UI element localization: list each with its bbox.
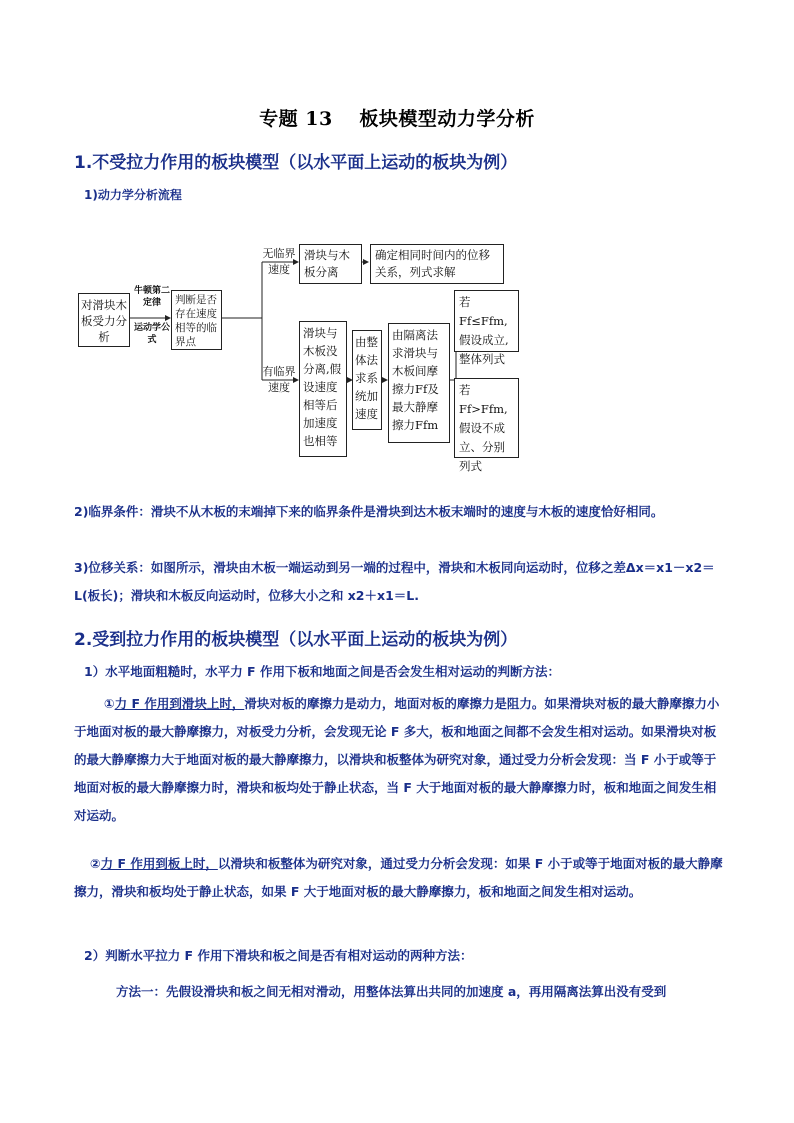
node-determine: 确定相同时间内的位移关系，列式求解 <box>370 244 504 284</box>
case-2-body: 以滑块和板整体为研究对象，通过受力分析会发现：如果 F 小于或等于地面对板的最大静摩擦力，滑块和板均处于静止状态，如果 F 大于地面对板的最大静摩擦力，板和地面之间发生相对运动。 <box>74 856 723 899</box>
section-2-case-1 <box>74 690 724 830</box>
node-judge: 判断是否存在速度相等的临界点 <box>171 290 222 350</box>
case-2-lead: 力 F 作用到板上时， <box>100 856 218 871</box>
label-has-critical: 有临界速度 <box>262 365 296 394</box>
label-no-critical: 无临界速度 <box>262 247 296 276</box>
case-1-mark: ① <box>104 696 115 711</box>
section-1-p2: 2)临界条件：滑块不从木板的末端掉下来的临界条件是滑块到达木板末端时的速度与木板的速度恰好相同。 <box>74 504 664 519</box>
label-newton-law: 牛顿第二定律 <box>134 286 171 308</box>
section-2-case-2 <box>74 850 724 906</box>
case-1-body: 滑块对板的摩擦力是动力，地面对板的摩擦力是阻力。如果滑块对板的最大静摩擦力小于地面对板的最大静摩擦力，对板受力分析，会发现无论 F 多大，板和地面之间都不会发生相对运动。如果滑块对板的最大静摩擦力大于地面对板的最大静摩擦力，以滑块和板整体为研究对象，通过受力分析会发现：当 F 小于或等于地面对板的最大静摩擦力时，滑块和板均处于静止状态，当 F 大于地面对板的最大静摩擦力时，板和地面之间发生相对运动。 <box>74 696 720 823</box>
node-separate: 滑块与木板分离 <box>299 244 362 284</box>
page-title: 专题 13 板块模型动力学分析 <box>259 108 535 130</box>
case-2-mark: ② <box>90 856 101 871</box>
section-2-method-1: 方法一：先假设滑块和板之间无相对滑动，用整体法算出共同的加速度 a，再用隔离法算出没有受到 <box>116 984 667 999</box>
section-1-sub-1: 1)动力学分析流程 <box>84 188 182 202</box>
node-case-1: 若Ff≤Ffm,假设成立,整体列式 <box>454 290 519 352</box>
section-2-s2: 2）判断水平拉力 F 作用下滑块和板之间是否有相对运动的两种方法： <box>84 948 473 963</box>
case-1-lead: 力 F 作用到滑块上时， <box>114 696 245 711</box>
node-not-separate: 滑块与木板没分离,假设速度相等后加速度也相等 <box>299 321 347 457</box>
section-2-s1: 1）水平地面粗糙时，水平力 F 作用下板和地面之间是否会发生相对运动的判断方法： <box>84 664 560 679</box>
node-case-2: 若Ff>Ffm,假设不成立、分别列式 <box>454 378 519 458</box>
node-whole: 由整体法求系统加速度 <box>352 330 382 430</box>
node-start: 对滑块木板受力分析 <box>78 293 130 347</box>
label-kinematics: 运动学公式 <box>134 323 171 345</box>
section-2-heading: 2.受到拉力作用的板块模型（以水平面上运动的板块为例） <box>74 630 518 650</box>
node-isolate: 由隔离法求滑块与木板间摩擦力Ff及最大静摩擦力Ffm <box>388 323 450 443</box>
section-1-heading: 1.不受拉力作用的板块模型（以水平面上运动的板块为例） <box>74 153 518 173</box>
section-1-p3: 3)位移关系：如图所示，滑块由木板一端运动到另一端的过程中，滑块和木板同向运动时，位移之差Δx＝x1－x2＝L(板长)；滑块和木板反向运动时，位移大小之和 x2＋x1＝L. <box>74 560 715 603</box>
